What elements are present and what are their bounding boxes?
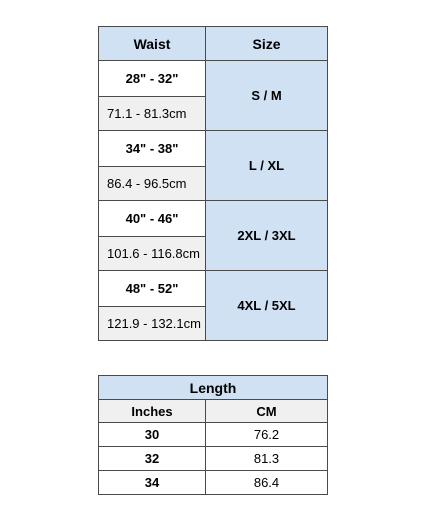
length-table <box>98 375 328 495</box>
waist-inches-cell: 34" - 38" <box>99 131 206 167</box>
length-table-title: Length <box>99 376 328 400</box>
table-row <box>99 201 328 237</box>
waist-inches-cell: 28" - 32" <box>99 61 206 97</box>
cm-column-header: CM <box>206 400 328 423</box>
size-cell: S / M <box>206 61 328 131</box>
size-table-header-row <box>99 27 328 61</box>
length-title-row <box>99 376 328 400</box>
size-cell: 2XL / 3XL <box>206 201 328 271</box>
table-row <box>99 271 328 307</box>
waist-inches-cell: 40" - 46" <box>99 201 206 237</box>
size-cell: L / XL <box>206 131 328 201</box>
length-cm-cell: 81.3 <box>206 447 328 471</box>
waist-cm-cell: 121.9 - 132.1cm <box>99 307 206 341</box>
inches-column-header: Inches <box>99 400 206 423</box>
length-inches-cell: 32 <box>99 447 206 471</box>
size-column-header: Size <box>206 27 328 61</box>
length-inches-cell: 34 <box>99 471 206 495</box>
table-row <box>99 471 328 495</box>
size-cell: 4XL / 5XL <box>206 271 328 341</box>
length-inches-cell: 30 <box>99 423 206 447</box>
waist-inches-cell: 48" - 52" <box>99 271 206 307</box>
table-row <box>99 447 328 471</box>
length-cm-cell: 76.2 <box>206 423 328 447</box>
table-row <box>99 423 328 447</box>
table-row <box>99 131 328 167</box>
length-cm-cell: 86.4 <box>206 471 328 495</box>
waist-cm-cell: 71.1 - 81.3cm <box>99 97 206 131</box>
waist-cm-cell: 101.6 - 116.8cm <box>99 237 206 271</box>
length-header-row <box>99 400 328 423</box>
table-row <box>99 61 328 97</box>
waist-cm-cell: 86.4 - 96.5cm <box>99 167 206 201</box>
waist-column-header: Waist <box>99 27 206 61</box>
waist-size-table <box>98 26 328 341</box>
